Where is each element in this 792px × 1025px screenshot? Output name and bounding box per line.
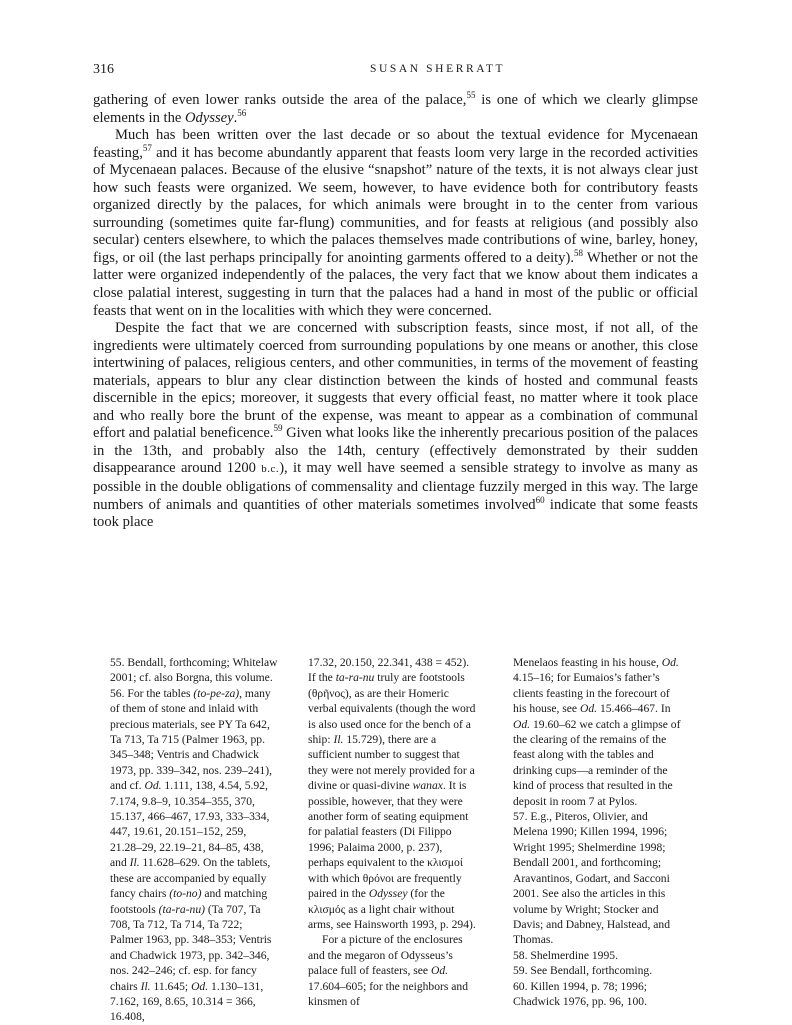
footnote-58: 58. Shelmerdine 1995. xyxy=(513,948,618,962)
footnote-ref-55[interactable]: 55 xyxy=(466,90,476,101)
footnote-ref-60[interactable]: 60 xyxy=(535,494,545,505)
footnote-ref-59[interactable]: 59 xyxy=(273,423,283,434)
footnote-56: 56. For the tables (to-pe-za), many of them of stone and inlaid with precious materials, see PY Ta 642, Ta 713, Ta 715 (Palmer 1963, pp. 345–348; Ventris and Chadwick 1973, pp. 339–342, nos. 239–241), and cf. Od. 1.111, 138, 4.54, 5.92, 7.174, 9.8–9, 10.354–355, 370, 15.137, 466–467, 17.93, 333–334, 447, 19.61, 20.151–152, 259, 21.28–29, 22.19–21, 84–85, 438, and Il. 11.628–629. On the tablets, these are accompanied by equally fancy chairs (to-no) and matching footstools (ta-ra-nu) (Ta 707, Ta 708, Ta 712, Ta 714, Ta 722; Palmer 1963, pp. 348–353; Ventris and Chadwick 1973, pp. 342–346, nos. 242–246; cf. esp. for fancy chairs Il. 11.645; Od. 1.130–131, 7.162, 169, 8.65, 10.314 = 366, 16.408, xyxy=(110,686,272,1024)
paragraph-2: Much has been written over the last decade or so about the textual evidence for Mycenaean feasting,$^{57}$ and it has become abundantly apparent that feasts loom very large in the recorded activities of Mycenaean palaces. Because of the elusive “snapshot” nature of the texts, it is not always clear just how such feasts were organized. We seem, however, to have evidence both for contributory feasts organized directly by the palaces, for which animals were brought in to the center from various surrounding (sometimes quite far-flung) communities, and for feasts at religious (and possibly also secular) centers elsewhere, to which the palaces themselves made contributions of wine, barley, honey, figs, or oil (the last perhaps principally for anointing garments offered to a deity).$^{58}$ Whether or not the latter were organized independently of the palaces, the very fact that we know about them indicates a close palatial interest, suggesting in turn that the palaces had a hand in most of the public or official feasts that went on in the localities with which they were concerned. xyxy=(93,127,699,319)
footnote-ref-56[interactable]: 56 xyxy=(237,107,247,118)
paragraph-1: gathering of even lower ranks outside the area of the palace,$^{55}$ is one of which we clearly glimpse elements in the Odyssey.$^{56}$ xyxy=(93,90,699,126)
footnotes-column-3 xyxy=(513,655,681,1009)
footnote-ref-58[interactable]: 58 xyxy=(574,248,583,259)
footnote-55: 55. Bendall, forthcoming; Whitelaw 2001; cf. also Borgna, this volume. xyxy=(110,656,278,685)
footnotes-column-2 xyxy=(308,655,476,1009)
footnote-56-continued-2: For a picture of the enclosures and the megaron of Odysseus’s palace full of feasters, see Od. 17.604–605; for the neighbors and kinsmen of xyxy=(308,933,469,1008)
footnote-56-continued-3: Menelaos feasting in his house, Od. 4.15–16; for Eumaios’s father’s clients feasting in the forecourt of his house, see Od. 15.466–467. In Od. 19.60–62 we catch a glimpse of the clearing of the remains of the feast along with the tables and drinking cups—a reminder of the kind of process that resulted in the deposit in room 7 at Pylos. xyxy=(513,656,681,808)
footnotes-column-1 xyxy=(110,655,278,1025)
footnote-ref-57[interactable]: 57 xyxy=(142,142,152,153)
footnote-60: 60. Killen 1994, p. 78; 1996; Chadwick 1976, pp. 96, 100. xyxy=(513,979,647,1008)
main-text xyxy=(93,92,698,532)
paragraph-3: Despite the fact that we are concerned with subscription feasts, since most, if not all, of the ingredients were ultimately coerced from surrounding populations by one means or another, this close intertwining of palaces, religious centers, and other communities, in terms of the movement of feasting materials, appears to blur any clear distinction between the kinds of hosted and communal feasts discernible in the epics; moreover, it suggests that every official feast, no matter where it took place and who really bore the brunt of the expense, was meant to appear as a combination of communal effort and palatial beneficence.$^{59}$ Given what looks like the inherently precarious position of the palaces in the 13th, and probably also the 14th, century (effectively demonstrated by their sudden disappearance around 1200 b.c.), it may well have seemed a sensible strategy to involve as many as possible in the double obligations of commensality and clientage fuzzily merged in this way. The large numbers of animals and quantities of other materials sometimes involved$^{60}$ indicate that some feasts took place xyxy=(93,320,698,531)
footnote-56-continued: 17.32, 20.150, 22.341, 438 = 452). If the ta-ra-nu truly are footstools (θρῆνος), as are their Homeric verbal equivalents (though the word is also used once for the bench of a ship: Il. 15.729), there are a sufficient number to suggest that they were not merely provided for a divine or quasi-divine wanax. It is possible, however, that they were another form of seating equipment for palatial feasters (Di Filippo 1996; Palaima 2000, p. 237), perhaps equivalent to the κλισμοί with which θρόνοι are frequently paired in the Odyssey (for the κλισμός as a light chair without arms, see Hainsworth 1993, p. 294). xyxy=(308,656,476,931)
page-number: 316 xyxy=(93,62,114,77)
footnote-57: 57. E.g., Piteros, Olivier, and Melena 1990; Killen 1994, 1996; Wright 1995; Shelmerdine 1998; Bendall 2001, and forthcoming; Aravantinos, Godart, and Sacconi 2001. See also the articles in this volume by Wright; Stocker and Davis; and Dabney, Halstead, and Thomas. xyxy=(513,810,671,947)
running-head: SUSAN SHERRATT xyxy=(370,63,506,75)
footnote-59: 59. See Bendall, forthcoming. xyxy=(513,964,653,978)
